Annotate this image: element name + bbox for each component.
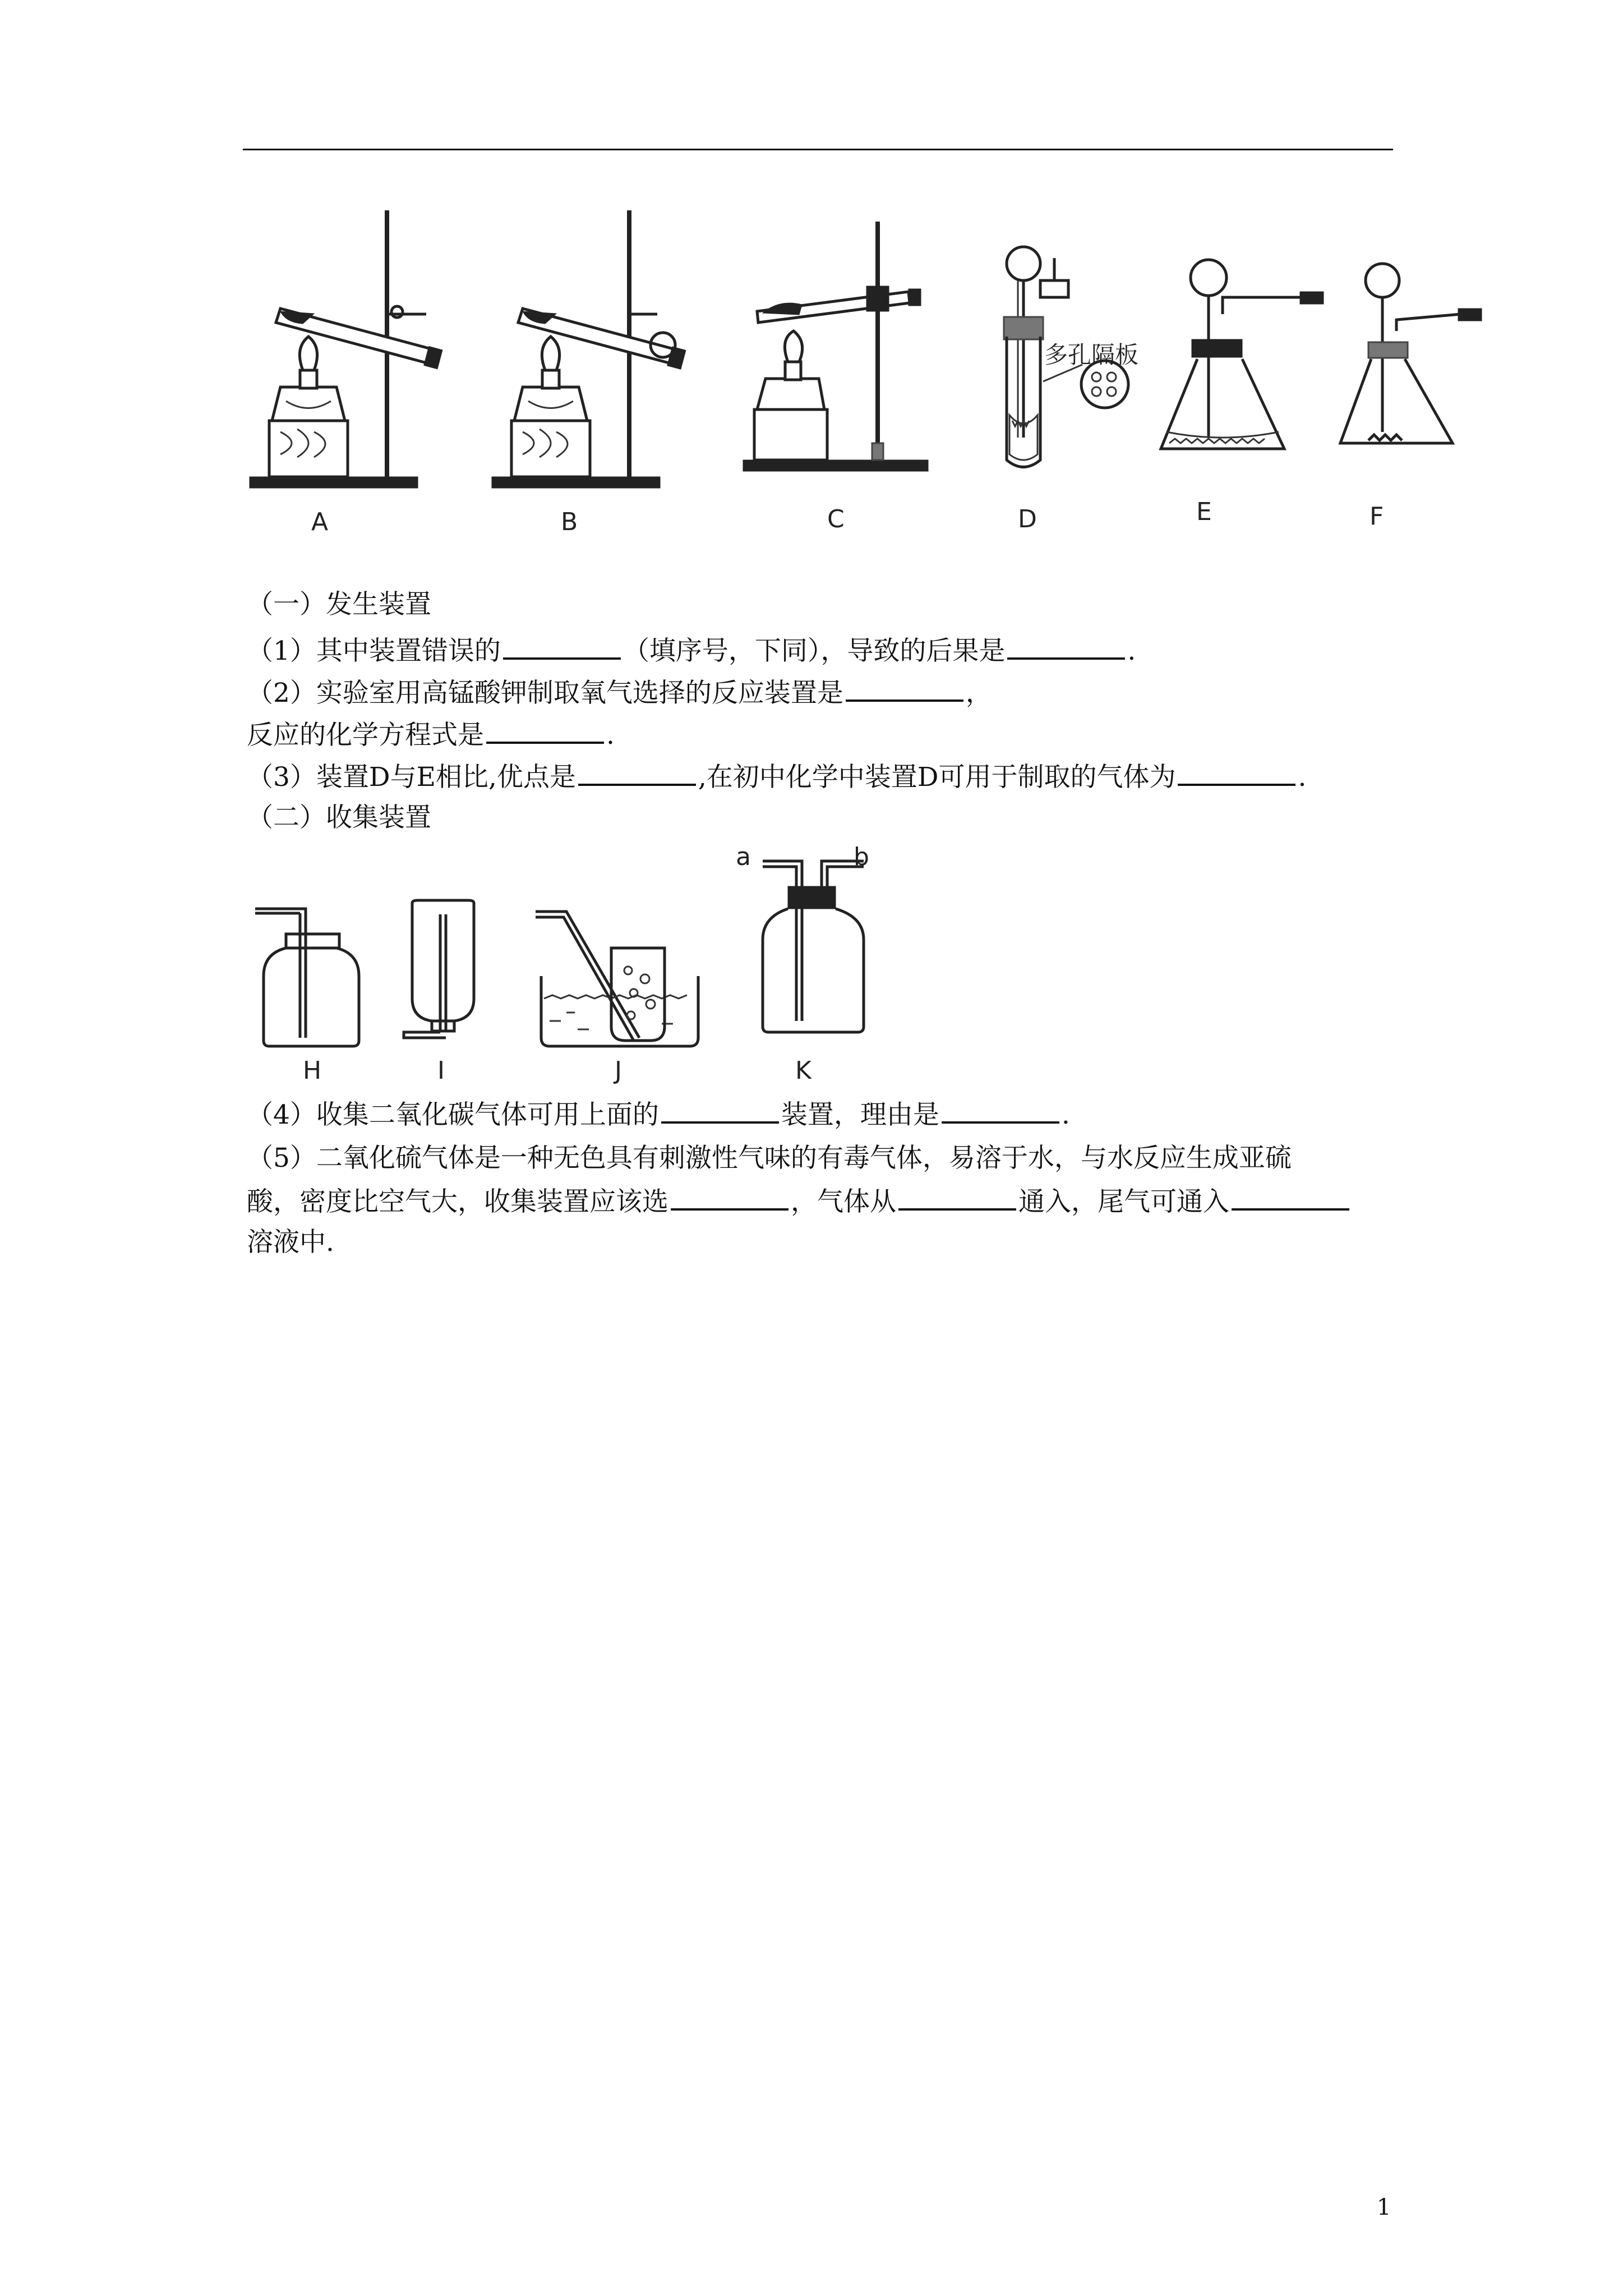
apparatus-h-figure (252, 898, 365, 1055)
question-5-line1: （5）二氧化硫气体是一种无色具有刺激性气味的有毒气体，易溶于水，与水反应生成亚硫 (247, 1143, 1292, 1174)
answer-blank[interactable] (661, 1097, 779, 1124)
question-5-line2: 酸，密度比空气大，收集装置应该选 ，气体从 通入，尾气可通入 (247, 1184, 1352, 1219)
label-i: I (437, 1056, 445, 1085)
apparatus-b-figure (489, 208, 691, 499)
answer-blank[interactable] (578, 759, 696, 786)
answer-blank[interactable] (942, 1097, 1059, 1124)
label-k: K (795, 1056, 811, 1085)
question-3: （3）装置D与E相比,优点是 ,在初中化学中装置D可用于制取的气体为 . (247, 759, 1306, 794)
label-b: B (561, 508, 578, 536)
section1-title: （一）发生装置 (247, 589, 431, 620)
label-c: C (827, 505, 845, 533)
apparatus-j-figure (533, 903, 701, 1055)
apparatus-c-figure (740, 219, 942, 488)
label-h: H (303, 1056, 322, 1085)
apparatus-i-figure (401, 898, 491, 1055)
question-1: （1）其中装置错误的 （填序号，下同），导致的后果是 . (247, 633, 1136, 668)
answer-blank[interactable] (503, 633, 621, 660)
k-port-b: b (854, 843, 869, 871)
apparatus-e-figure (1155, 252, 1340, 466)
porous-plate-note: 多孔隔板 (1044, 341, 1139, 369)
label-f: F (1370, 502, 1384, 531)
apparatus-f-figure (1335, 258, 1481, 471)
answer-blank[interactable] (1178, 759, 1295, 786)
section2-title: （二）收集装置 (247, 802, 431, 833)
question-2: （2）实验室用高锰酸钾制取氧气选择的反应装置是 ， (247, 675, 992, 710)
question-5-line3: 溶液中. (247, 1227, 334, 1258)
question-4: （4）收集二氧化碳气体可用上面的 装置，理由是 . (247, 1097, 1070, 1132)
answer-blank[interactable] (1007, 633, 1125, 660)
answer-blank[interactable] (486, 717, 604, 744)
label-d: D (1018, 505, 1037, 533)
label-e: E (1196, 498, 1212, 526)
answer-blank[interactable] (846, 675, 963, 702)
apparatus-k-figure (751, 853, 875, 1038)
label-a: A (311, 508, 329, 536)
answer-blank[interactable] (898, 1184, 1016, 1211)
answer-blank[interactable] (671, 1184, 789, 1211)
label-j: J (615, 1056, 622, 1085)
answer-blank[interactable] (1232, 1184, 1349, 1211)
page-number: 1 (1377, 2194, 1391, 2220)
header-rule (243, 149, 1393, 150)
question-2-equation: 反应的化学方程式是 . (247, 717, 615, 752)
k-port-a: a (736, 843, 751, 871)
apparatus-a-figure (247, 208, 449, 499)
